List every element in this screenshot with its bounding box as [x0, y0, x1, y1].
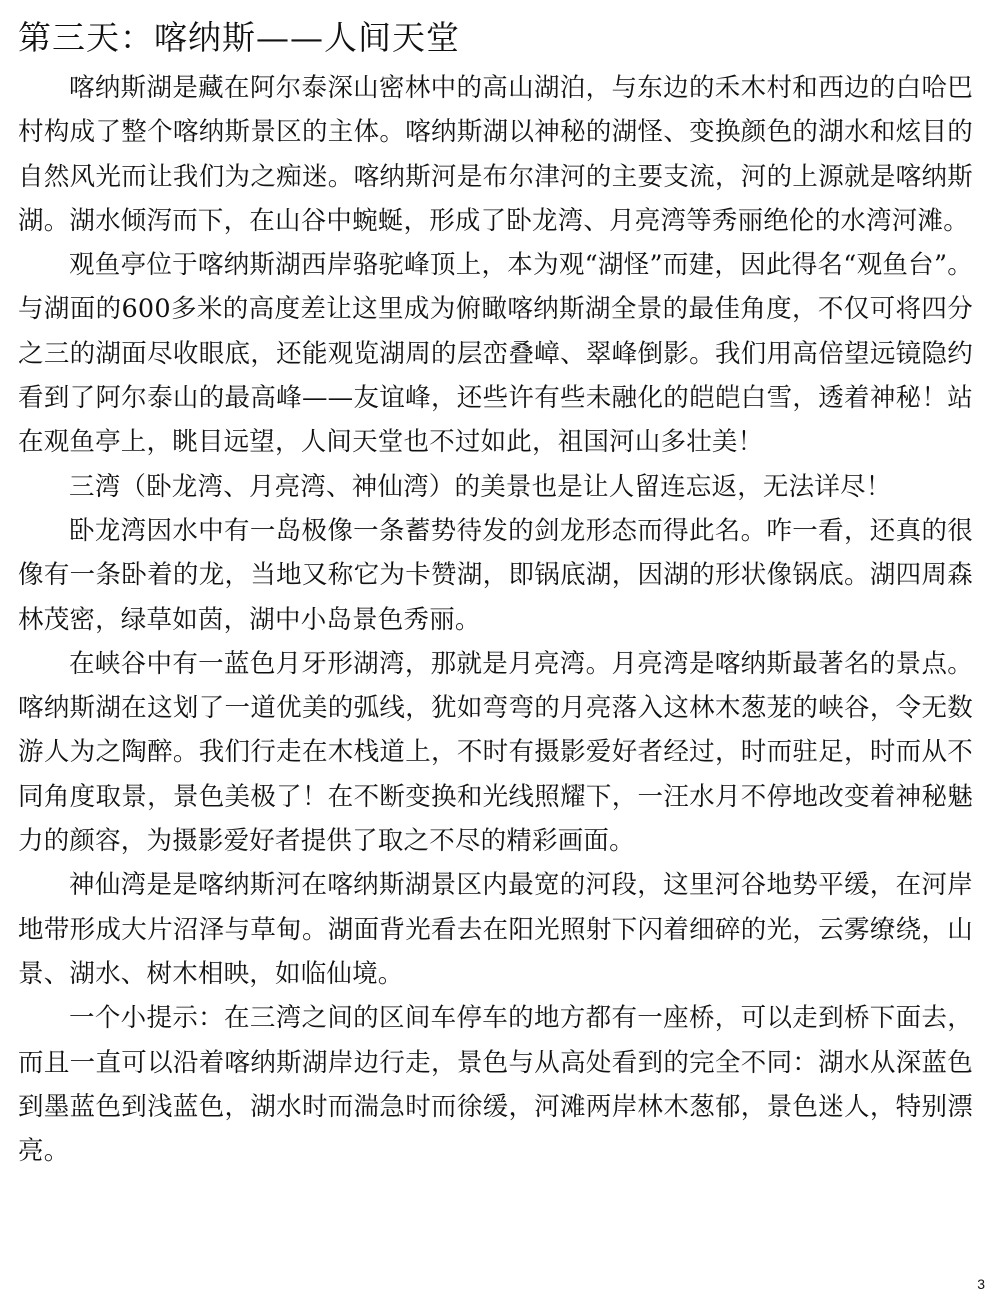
document-page	[18, 14, 973, 1173]
paragraph-three-bays: 三湾（卧龙湾、月亮湾、神仙湾）的美景也是让人留连忘返，无法详尽！	[69, 471, 892, 502]
paragraph-kanas-lake: 喀纳斯湖是藏在阿尔泰深山密林中的高山湖泊，与东边的禾木村和西边的白哈巴村构成了整个喀纳斯景区的主体。喀纳斯湖以神秘的湖怪、变换颜色的湖水和炫目的自然风光而让我们为之痴迷。喀纳斯河是布尔津河的主要支流，河的上源就是喀纳斯湖。湖水倾泻而下，在山谷中蜿蜒，形成了卧龙湾、月亮湾等秀丽绝伦的水湾河滩。	[18, 73, 973, 236]
paragraph-fish-viewing-pavilion: 观鱼亭位于喀纳斯湖西岸骆驼峰顶上，本为观“湖怪”而建，因此得名“观鱼台”。与湖面的600多米的高度差让这里成为俯瞰喀纳斯湖全景的最佳角度，不仅可将四分之三的湖面尽收眼底，还能观览湖周的层峦叠嶂、翠峰倒影。我们用高倍望远镜隐约看到了阿尔泰山的最高峰——友谊峰，还些许有些未融化的皑皑白雪，透着神秘！站在观鱼亭上，眺目远望，人间天堂也不过如此，祖国河山多壮美！	[18, 250, 973, 458]
paragraph-tip: 一个小提示：在三湾之间的区间车停车的地方都有一座桥，可以走到桥下面去，而且一直可以沿着喀纳斯湖岸边行走，景色与从高处看到的完全不同：湖水从深蓝色到墨蓝色到浅蓝色，湖水时而湍急时而徐缓，河滩两岸林木葱郁，景色迷人，特别漂亮。	[18, 1003, 973, 1167]
paragraph-immortal-bay: 神仙湾是是喀纳斯河在喀纳斯湖景区内最宽的河段，这里河谷地势平缓，在河岸地带形成大片沼泽与草甸。湖面背光看去在阳光照射下闪着细碎的光，云雾缭绕，山景、湖水、树木相映，如临仙境。	[18, 870, 973, 989]
page-number: 3	[977, 1276, 985, 1292]
paragraph-wolong-bay: 卧龙湾因水中有一岛极像一条蓄势待发的剑龙形态而得此名。咋一看，还真的很像有一条卧着的龙，当地又称它为卡赞湖，即锅底湖，因湖的形状像锅底。湖四周森林茂密，绿草如茵，湖中小岛景色秀丽。	[18, 515, 973, 635]
paragraph-moon-bay: 在峡谷中有一蓝色月牙形湖湾，那就是月亮湾。月亮湾是喀纳斯最著名的景点。喀纳斯湖在这划了一道优美的弧线，犹如弯弯的月亮落入这林木葱茏的峡谷，令无数游人为之陶醉。我们行走在木栈道上，不时有摄影爱好者经过，时而驻足，时而从不同角度取景，景色美极了！在不断变换和光线照耀下，一汪水月不停地改变着神秘魅力的颜容，为摄影爱好者提供了取之不尽的精彩画面。	[18, 648, 973, 857]
document-title: 第三天：喀纳斯——人间天堂	[18, 18, 460, 57]
